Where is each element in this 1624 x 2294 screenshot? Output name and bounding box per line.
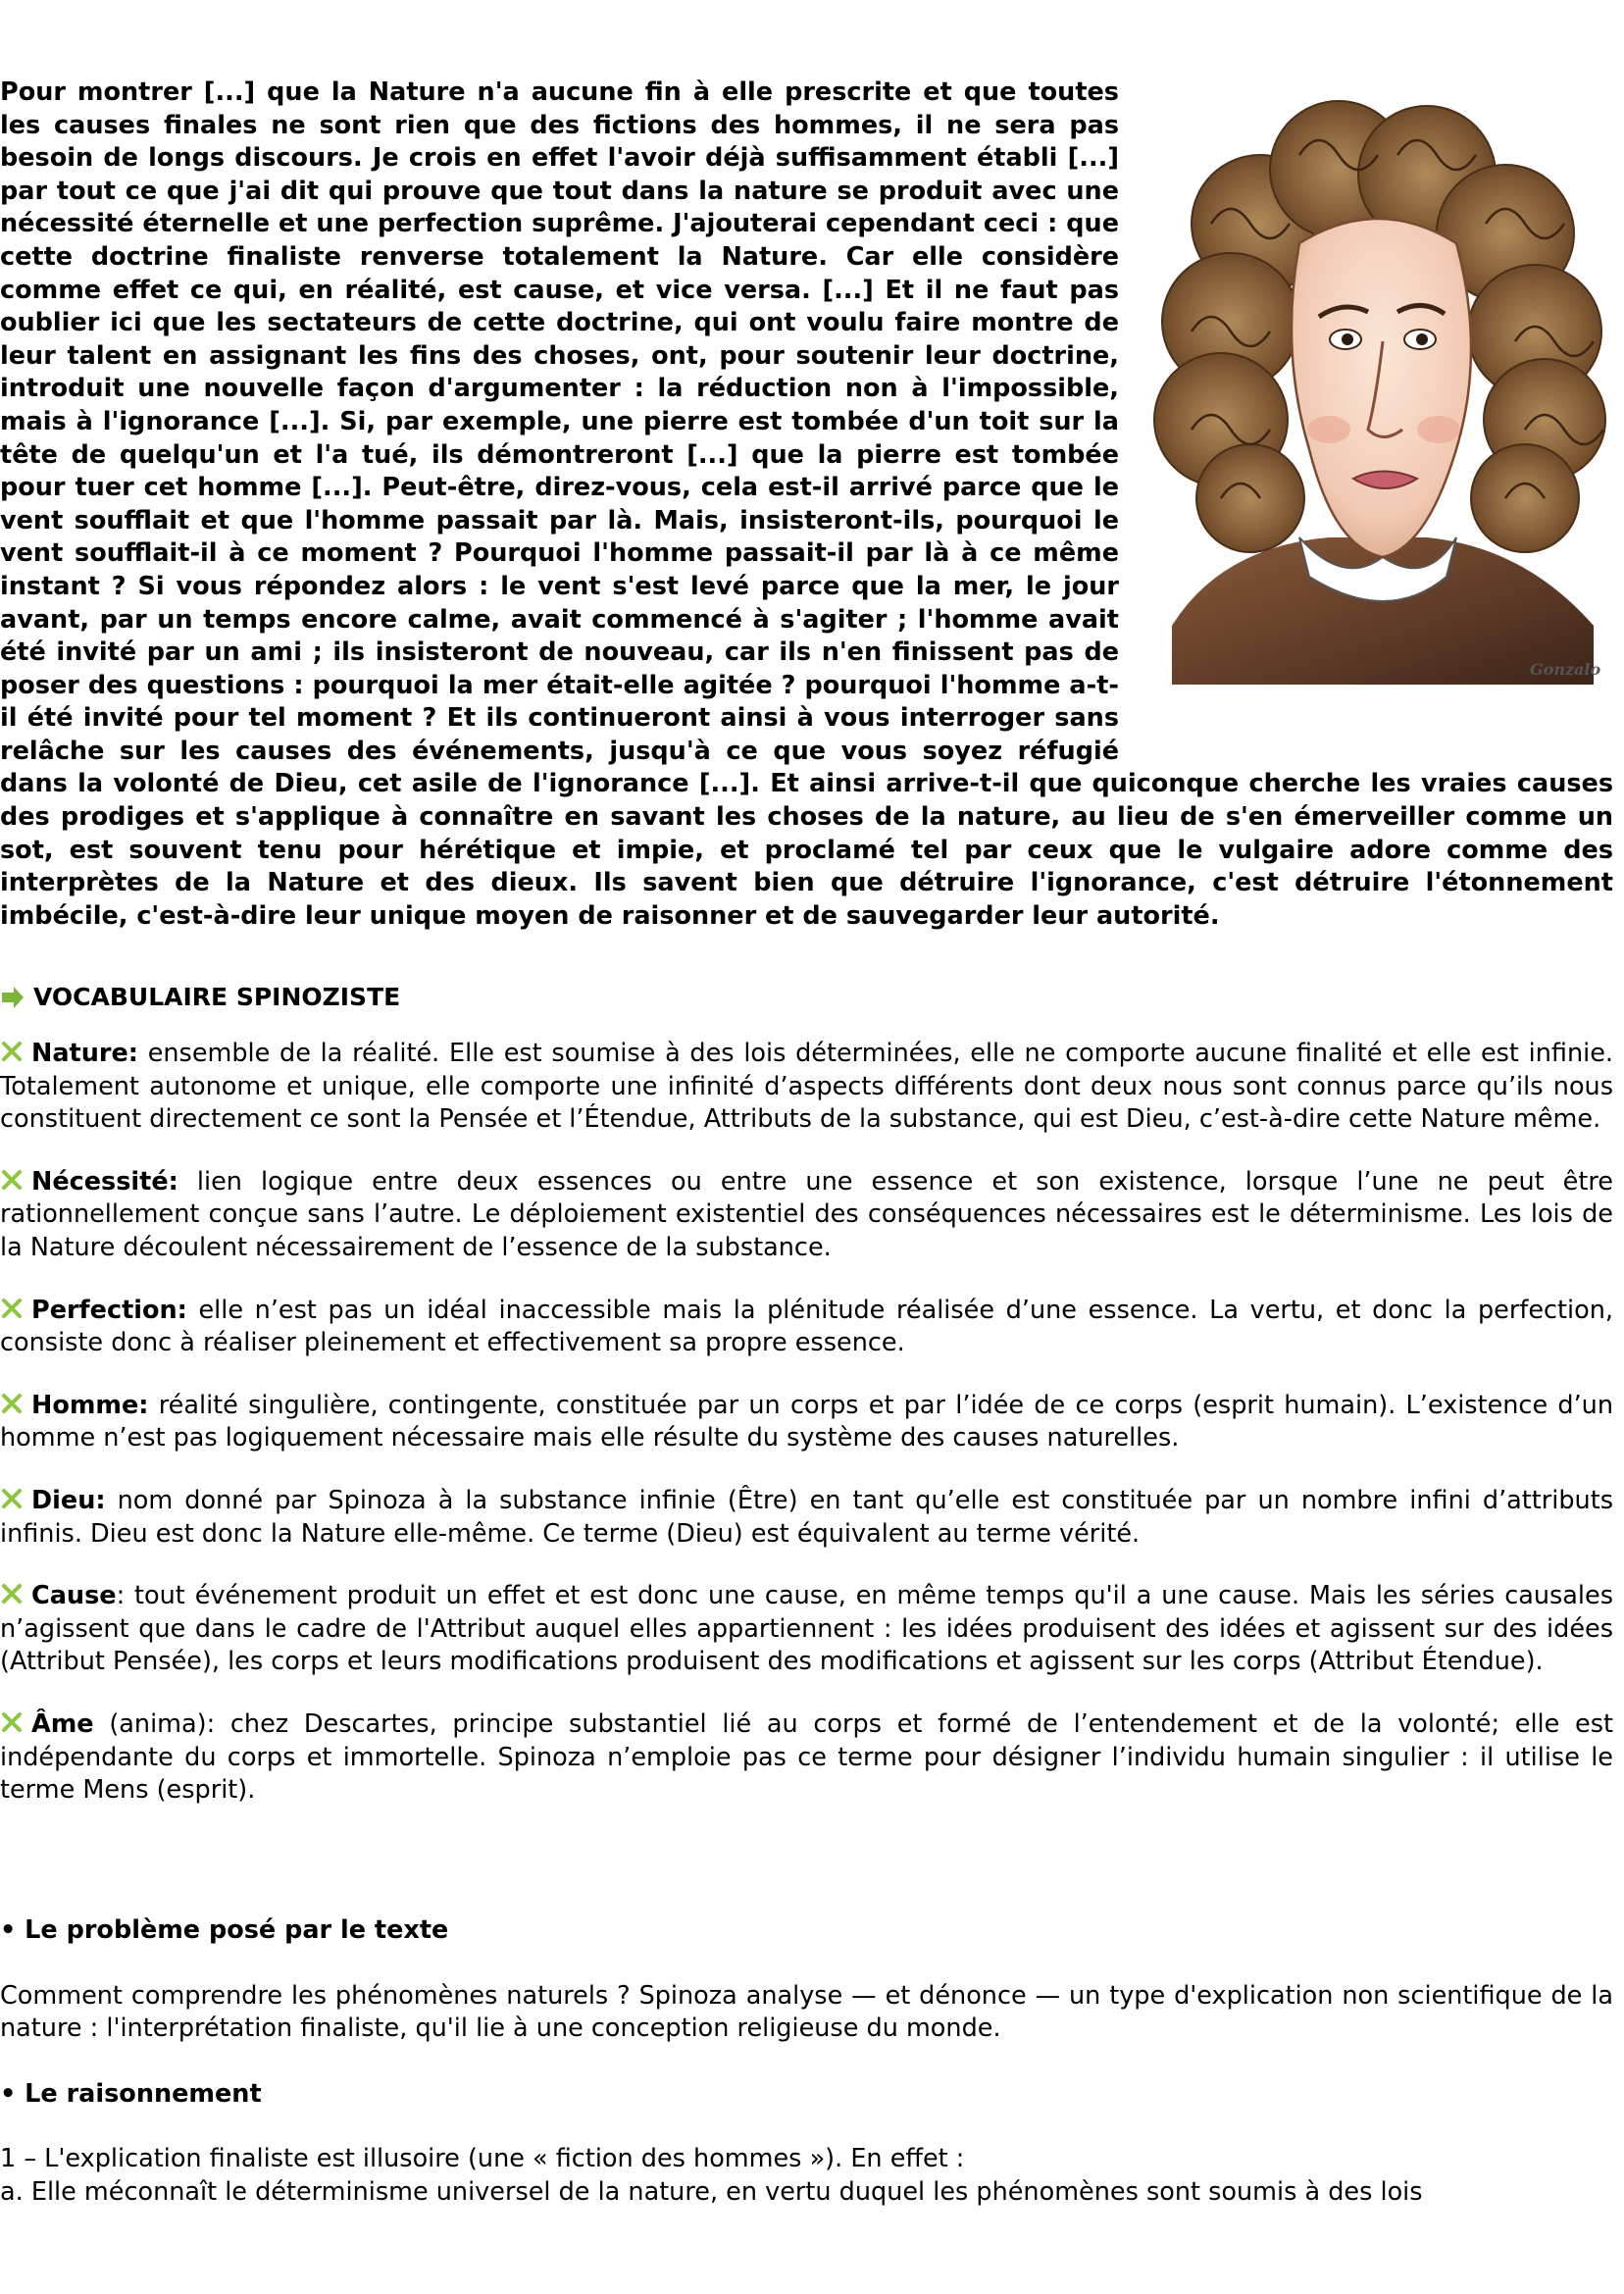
vocab-term: Nature: <box>31 1039 138 1068</box>
vocab-term: Perfection: <box>31 1295 187 1325</box>
cross-icon <box>0 1040 24 1063</box>
vocab-definition: (anima): chez Descartes, principe substantiel lié au corps et formé de l’entendement et de la volonté; elle est indépendante du corps et immortelle. Spinoza n’emploie pas ce terme pour désigner l’individu humain singulier : il utilise le terme Mens (esprit). <box>0 1708 1613 1806</box>
vocab-term: Dieu: <box>31 1485 106 1515</box>
cross-icon <box>0 1297 24 1320</box>
portrait-illustration <box>1133 76 1623 743</box>
cross-icon <box>0 1582 24 1606</box>
vocab-definition: lien logique entre deux essences ou entre une essence et son existence, lorsque l’une ne peut être rationnellement conçue sans l’autre. Le déploiement existentiel des conséquences nécessaires est le déterminisme. Les lois de la Nature découlent nécessairement de l’essence de la substance. <box>0 1166 1613 1262</box>
vocab-list <box>0 1038 1613 1837</box>
vocab-item-dieu <box>0 1485 1613 1551</box>
vocab-item-nature <box>0 1038 1613 1137</box>
vocab-definition: réalité singulière, contingente, constituée par un corps et par l’idée de ce corps (esprit humain). L’existence d’un homme n’est pas logiquement nécessaire mais elle résulte du système des causes naturelles. <box>0 1390 1613 1453</box>
vocab-item-ame <box>0 1708 1613 1808</box>
cross-icon <box>0 1168 24 1192</box>
vocab-item-cause <box>0 1580 1613 1679</box>
vocab-heading <box>0 981 1613 1014</box>
vocab-definition: : tout événement produit un effet et est donc une cause, en même temps qu'il a une cause. Mais les séries causales n’agissent que dans le cadre de l'Attribut auquel elles appartiennent : les idées produisent des idées et agissent sur des idées (Attribut Pensée), les corps et leurs modifications produisent des modifications et agissent sur les corps (Attribut Étendue). <box>0 1581 1613 1677</box>
problem-heading: • Le problème posé par le texte <box>0 1915 449 1945</box>
reasoning-line-2: a. Elle méconnaît le déterminisme universel de la nature, en vertu duquel les phénomènes sont soumis à des lois <box>0 2176 1423 2207</box>
vocab-term: Cause <box>31 1581 117 1611</box>
problem-text: Comment comprendre les phénomènes naturels ? Spinoza analyse — et dénonce — un type d'explication non scientifique de la nature : l'interprétation finaliste, qu'il lie à une conception religieuse du monde. <box>0 1980 1613 2044</box>
cross-icon <box>0 1710 24 1734</box>
vocab-definition: elle n’est pas un idéal inaccessible mais la plénitude réalisée d’une essence. La vertu, et donc la perfection, consiste donc à réaliser pleinement et effectivement sa propre essence. <box>0 1295 1613 1358</box>
vocab-definition: ensemble de la réalité. Elle est soumise à des lois déterminées, elle ne comporte aucune finalité et elle est infinie. Totalement autonome et unique, elle comporte une infinité d’aspects différents dont deux nous sont connus parce qu’ils nous constituent directement ce sont la Pensée et l’Étendue, Attributs de la substance, qui est Dieu, c’est-à-dire cette Nature même. <box>0 1039 1613 1135</box>
cross-icon <box>0 1487 24 1510</box>
text-analysis <box>0 1914 1613 2210</box>
vocab-definition: nom donné par Spinoza à la substance infinie (Être) en tant qu’elle est constituée par un nombre infini d’attributs infinis. Dieu est donc la Nature elle-même. Ce terme (Dieu) est équivalent au terme vérité. <box>0 1485 1613 1549</box>
reasoning-line-1: 1 – L'explication finaliste est illusoire (une « fiction des hommes »). En effet : <box>0 2144 965 2174</box>
cross-icon <box>0 1392 24 1415</box>
vocab-term: Nécessité: <box>31 1166 178 1197</box>
vocab-term: Homme: <box>31 1390 149 1420</box>
reasoning-heading: • Le raisonnement <box>0 2078 262 2109</box>
vocab-item-necessite <box>0 1166 1613 1265</box>
vocab-heading-label: VOCABULAIRE SPINOZISTE <box>33 983 401 1011</box>
spinoza-quote <box>0 76 1613 933</box>
vocab-item-perfection <box>0 1295 1613 1360</box>
quote-text: Pour montrer [...] que la Nature n'a aucune fin à elle prescrite et que toutes les causes finales ne sont rien que des fictions des hommes, il ne sera pas besoin de longs discours. Je crois en effet l'avoir déjà suffisamment établi [...] par tout ce que j'ai dit qui prouve que tout dans la nature se produit avec une nécessité éternelle et une perfection suprême. J'ajouterai cependant ceci : que cette doctrine finaliste renverse totalement la Nature. Car elle considère comme effet ce qui, en réalité, est cause, et vice versa. [...] Et il ne faut pas oublier ici que les sectateurs de cette doctrine, qui ont voulu faire montre de leur talent en assignant les fins des choses, ont, pour soutenir leur doctrine, introduit une nouvelle façon d'argumenter : la réduction non à l'impossible, mais à l'ignorance [...]. Si, par exemple, une pierre est tombée d'un toit sur la tête de quelqu'un et l'a tué, ils démontreront [...] que la pierre est tombée pour tuer cet homme [...]. Peut-être, direz-vous, cela est-il arrivé parce que le vent soufflait et que l'homme passait par là. Mais, insisteront-ils, pourquoi le vent soufflait-il à ce moment ? Pourquoi l'homme passait-il par là à ce même instant ? Si vous répondez alors : le vent s'est levé parce que la mer, le jour avant, par un temps encore calme, avait commencé à s'agiter ; l'homme avait été invité par un ami ; ils insisteront de nouveau, car ils n'en finissent pas de poser des questions : pourquoi la mer était-elle agitée ? pourquoi l'homme a-t-il été invité pour tel moment ? Et ils continueront ainsi à vous interroger sans relâche sur les causes des événements, jusqu'à ce que vous soyez réfugié dans la volonté de Dieu, cet asile de l'ignorance [...]. Et ainsi arrive-t-il que quiconque cherche les vraies causes des prodiges et s'applique à connaître en savant les choses de la nature, au lieu de s'en émerveiller comme un sot, est souvent tenu pour hérétique et impie, et proclamé tel par ceux que le vulgaire adore comme des interprètes de la Nature et des dieux. Ils savent bien que détruire l'ignorance, c'est détruire l'étonnement imbécile, c'est-à-dire leur unique moyen de raisonner et de sauvegarder leur autorité. <box>0 77 1613 931</box>
vocab-term: Âme <box>31 1708 94 1739</box>
arrow-right-icon <box>0 985 25 1010</box>
artist-signature: Gonzalo <box>1530 660 1601 679</box>
spinoza-portrait <box>1133 76 1623 743</box>
vocab-item-homme <box>0 1390 1613 1455</box>
